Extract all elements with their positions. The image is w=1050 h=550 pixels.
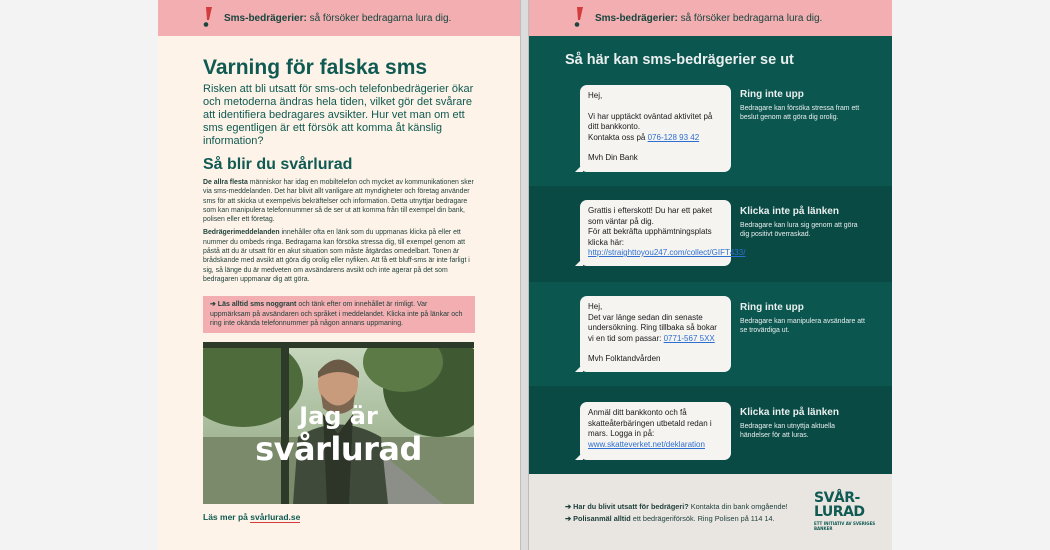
- paragraph-1-body: människor har idag en mobiltelefon och mycket av kommunikationen sker via sms-meddelanden. Det har blivit allt vanligare att myndigheter och företag använder sms för att skicka ut exempelvis bekräftelser och information. Detta utnyttjar bedragare som kan manipulera telefonnummer så de ser ut att komma från till exempel din bank, polisen eller ett företag.: [203, 179, 474, 224]
- footer-line-2-lead: ➔ Polisanmäl alltid: [565, 514, 631, 523]
- advice-heading: Klicka inte på länken: [740, 206, 839, 217]
- paragraph-1: [203, 178, 475, 224]
- photo-caption-line1: Jag är: [299, 401, 378, 430]
- footer: [529, 474, 892, 550]
- right-page: [529, 0, 892, 550]
- examples-title: Så här kan sms-bedrägerier se ut: [565, 52, 794, 68]
- sms-line: Vi har upptäckt oväntad aktivitet på ditt bankkonto.: [588, 111, 713, 131]
- advice-block: [740, 407, 865, 440]
- logo-line-1: SVÅR-: [814, 490, 860, 506]
- intro-text: Risken att bli utsatt för sms-och telefonbedrägerier ökar och metoderna ändras hela tiden, vilket gör det svårare att identifiera bedragares avsikter. Hur vet man om ett sms egentligen är ett försök att komma åt känslig information?: [203, 83, 474, 147]
- bubble-tail: [575, 164, 583, 172]
- footer-line-2: [565, 514, 775, 523]
- warning-banner: [158, 0, 520, 36]
- banner-bold: Sms-bedrägerier:: [224, 12, 307, 24]
- advice-heading: Ring inte upp: [740, 89, 804, 100]
- section-title: Så blir du svårlurad: [203, 156, 353, 173]
- footer-line-2-body: ett bedrägeriförsök. Ring Polisen på 114 14.: [630, 514, 775, 523]
- sms-link[interactable]: http://straighttoyou247.com/collect/GIFT433/: [588, 248, 746, 257]
- sms-bubble: [580, 200, 746, 266]
- sms-line: Anmäl ditt bankkonto och få skatteåterbäringen utbetald redan i mars. Logga in på:: [588, 408, 712, 438]
- sms-link[interactable]: www.skatteverket.net/deklaration: [588, 439, 705, 449]
- sms-bubble: [580, 85, 731, 172]
- tip-body: och tänk efter om innehållet är rimligt. Var uppmärksam på avsändaren och språket i meddelandet. Klicka inte på länkar och ring inte okända telefonnummer på någon annans uppmaning.: [210, 301, 463, 328]
- sms-line: Kontakta oss på: [588, 132, 648, 142]
- sms-line: Grattis i efterskott! Du har ett paket som väntar på dig.: [588, 206, 713, 226]
- sms-bubble: [580, 296, 731, 372]
- warning-banner-right: [529, 0, 892, 36]
- tip-box: [203, 296, 475, 333]
- footer-line-1: [565, 502, 788, 511]
- advice-block: [740, 89, 865, 122]
- sms-link[interactable]: 076-128 93 42: [647, 132, 700, 142]
- footer-line-1-lead: ➔ Har du blivit utsatt för bedrägeri?: [565, 502, 689, 511]
- logo-line-2: LURAD: [814, 504, 865, 520]
- read-more-link[interactable]: svårlurad.se: [250, 511, 301, 522]
- advice-block: [740, 302, 865, 335]
- banner-text: så försöker bedragarna lura dig.: [677, 12, 823, 24]
- tip-lead: ➔ Läs alltid sms noggrant: [210, 301, 297, 309]
- exclamation-icon: [202, 6, 214, 28]
- paragraph-1-lead: De allra flesta: [203, 179, 248, 186]
- svarlurad-logo: [814, 491, 892, 531]
- exclamation-icon: [573, 6, 585, 28]
- footer-line-1-body: Kontakta din bank omgående!: [688, 502, 788, 511]
- left-page: [158, 0, 520, 550]
- banner-bold: Sms-bedrägerier:: [595, 12, 678, 24]
- sms-signature: Mvh Din Bank: [588, 153, 638, 162]
- advice-text: Bedragare kan manipulera avsändare att se trovärdiga ut.: [740, 318, 865, 334]
- advice-block: [740, 206, 865, 239]
- advice-heading: Ring inte upp: [740, 302, 804, 313]
- paragraph-2: [203, 228, 475, 284]
- bubble-tail: [575, 258, 583, 266]
- advice-heading: Klicka inte på länken: [740, 407, 839, 418]
- page-gutter: [520, 0, 529, 550]
- sms-line: För att bekräfta upphämtningsplats klicka här:: [588, 227, 712, 247]
- sms-line: Hej,: [588, 91, 603, 100]
- sms-line: Det var länge sedan din senaste undersökning. Ring tillbaka så bokar vi en tid som passar:: [588, 312, 717, 343]
- read-more: [203, 512, 475, 522]
- bubble-tail: [575, 452, 583, 460]
- paragraph-2-body: innehåller ofta en länk som du uppmanas klicka på eller ett nummer du ombeds ringa. Bedragarna kan försöka stressa dig, till exempel genom att påstå att du är utsatt för en akut situation som måste åtgärdas omedelbart. Tonen är brådskande med avsikt att göra dig orolig eller nyfiken. Att få ett bluff-sms är inte farligt i sig, så länge du är medveten om avsändarens avsikt och inte agerar på det som bedragaren uppmanar dig att göra.: [203, 229, 470, 283]
- banner-text: så försöker bedragarna lura dig.: [306, 12, 452, 24]
- page-title: Varning för falska sms: [203, 56, 428, 79]
- campaign-photo: [203, 342, 474, 504]
- logo-tagline: ETT INITIATIV AV SVERIGES BANKER: [814, 521, 876, 531]
- paragraph-2-lead: Bedrägerimeddelanden: [203, 229, 280, 237]
- sms-link[interactable]: 0771-567 5XX: [663, 333, 715, 343]
- advice-text: Bedragare kan lura sig genom att göra dig positivt överraskad.: [740, 222, 858, 238]
- sms-bubble: [580, 402, 731, 460]
- read-more-prefix: Läs mer på: [203, 511, 251, 522]
- sms-signature: Mvh Folktandvården: [588, 354, 661, 363]
- photo-caption-line2: svårlurad: [255, 429, 422, 468]
- advice-text: Bedragare kan utnyttja aktuella händelser för att luras.: [740, 423, 835, 439]
- advice-text: Bedragare kan försöka stressa fram ett beslut genom att göra dig orolig.: [740, 105, 860, 121]
- sms-line: Hej,: [588, 302, 603, 311]
- bubble-tail: [575, 364, 583, 372]
